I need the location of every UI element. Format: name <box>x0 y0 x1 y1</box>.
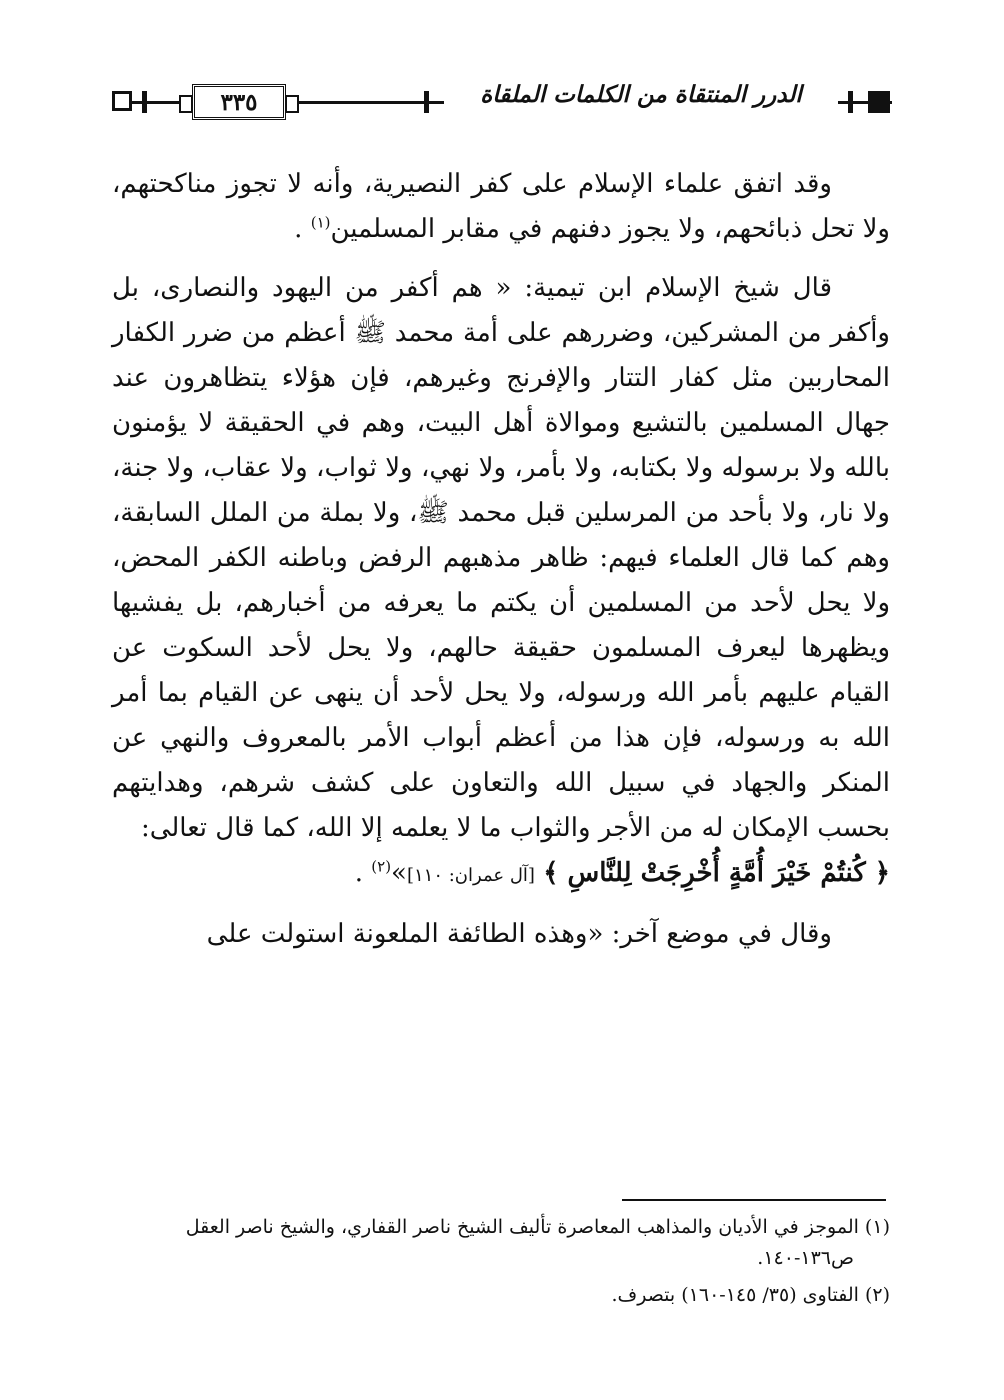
paragraph-end: . <box>294 214 303 244</box>
paragraph-text: وقال في موضع آخر: «وهذه الطائفة الملعونة استولت على <box>206 919 832 949</box>
paragraph-2 <box>112 266 890 898</box>
header-ornament-bar <box>848 91 853 113</box>
quran-verse: ﴿ كُنتُمْ خَيْرَ أُمَّةٍ أُخْرِجَتْ لِلنَّاسِ ﴾ <box>543 858 890 888</box>
footnotes <box>112 1212 890 1317</box>
quote-close: » <box>391 858 407 888</box>
header-ornament-square <box>868 91 890 113</box>
header-ornament-bar <box>424 91 429 113</box>
footnote-ref-1: (١) <box>310 213 331 232</box>
page-number: ٣٣٥ <box>220 88 258 116</box>
footnote-ref-2: (٢) <box>371 857 392 876</box>
header-ornament-box <box>112 91 132 111</box>
paragraph-1 <box>112 162 890 252</box>
paragraph-text: وقد اتفق علماء الإسلام على كفر النصيرية، وأنه لا تجوز مناكحتهم، ولا تحل ذبائحهم، ولا يجوز دفنهم في مقابر المسلمين <box>112 169 890 244</box>
footnote-1: (١) الموجز في الأديان والمذاهب المعاصرة تأليف الشيخ ناصر القفاري، والشيخ ناصر العقل ص١٣٦-١٤٠. <box>185 1216 890 1269</box>
footnote-2: (٢) الفتاوى (٣٥/ ١٤٥-١٦٠) بتصرف. <box>611 1284 890 1306</box>
footnote-separator <box>622 1199 886 1201</box>
header-ornament-bar <box>142 91 147 113</box>
paragraph-end: . <box>354 858 363 888</box>
page-header <box>112 80 892 126</box>
book-title: الدرر المنتقاة من الكلمات الملقاة <box>444 81 838 108</box>
verse-reference: [آل عمران: ١١٠] <box>406 865 535 886</box>
paragraph-3 <box>112 912 890 957</box>
paragraph-text: قال شيخ الإسلام ابن تيمية: « هم أكفر من اليهود والنصارى، بل وأكفر من المشركين، وضررهم على أمة محمد ﷺ أعظم من ضرر الكفار المحاربين مثل كفار التتار والإفرنج وغيرهم، فإن هؤلاء يتظاهرون عند جهال المسلمين بالتشيع وموالاة أهل البيت، وهم في الحقيقة لا يؤمنون بالله ولا برسوله ولا بكتابه، ولا بأمر، ولا نهي، ولا ثواب، ولا عقاب، ولا جنة، ولا نار، ولا بأحد من المرسلين قبل محمد ﷺ، ولا بملة من الملل السابقة، وهم كما قال العلماء فيهم: ظاهر مذهبهم الرفض وباطنه الكفر المحض، ولا يحل لأحد من المسلمين أن يكتم ما يعرفه من أخبارهم، بل يفشيها ويظهرها ليعرف المسلمون حقيقة حالهم، ولا يحل لأحد السكوت عن القيام عليهم بأمر الله ورسوله، ولا يحل لأحد أن ينهى عن القيام بما أمر الله به ورسوله، فإن هذا من أعظم أبواب الأمر بالمعروف والنهي عن المنكر والجهاد في سبيل الله والتعاون على كشف شرهم، وهدايتهم بحسب الإمكان له من الأجر والثواب ما لا يعلمه إلا الله، كما قال تعالى: <box>112 273 891 843</box>
page-number-frame <box>192 84 286 120</box>
main-text <box>112 162 890 971</box>
